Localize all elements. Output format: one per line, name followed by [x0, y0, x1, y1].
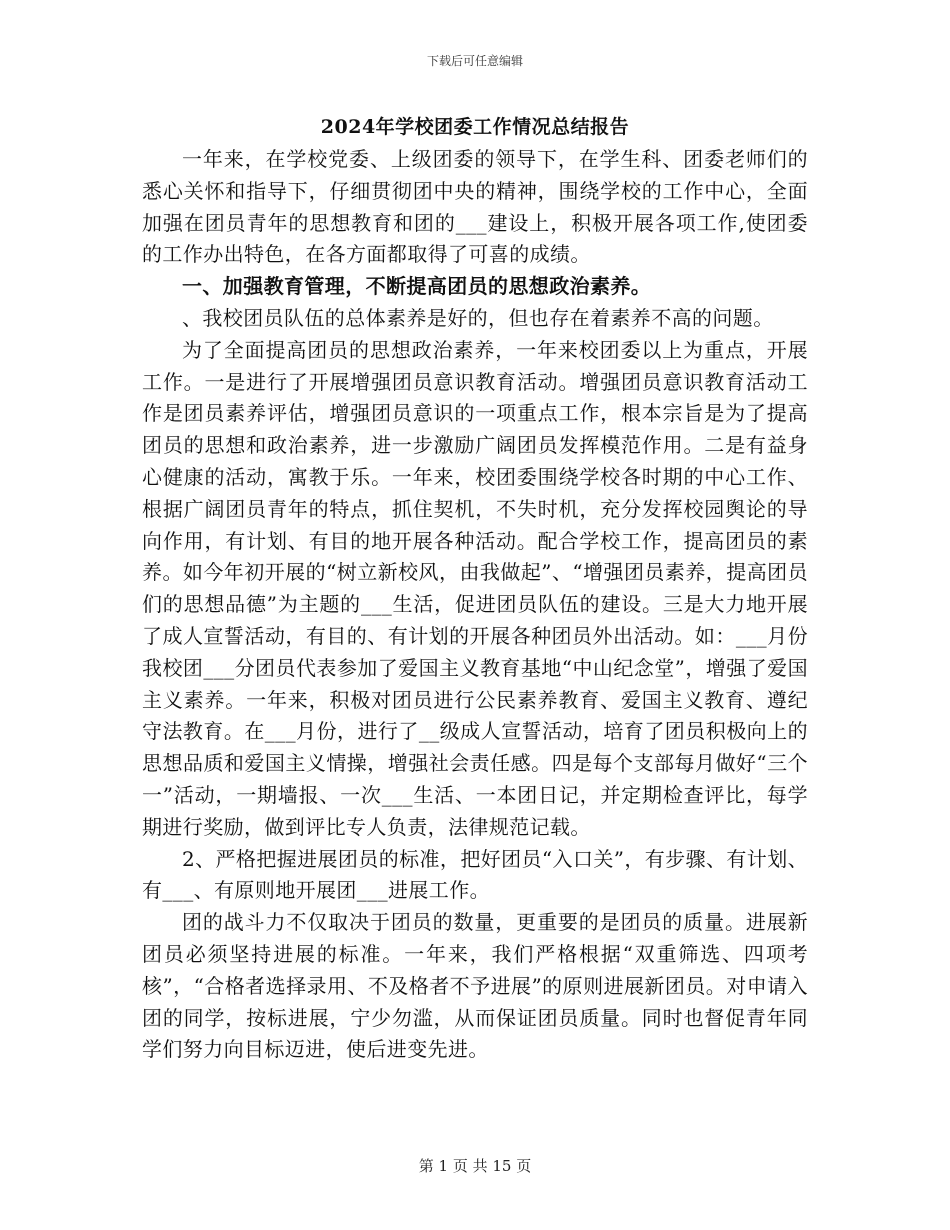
section-heading-1: 一、加强教育管理，不断提高团员的思想政治素养。 — [182, 274, 652, 299]
page-number: 第 1 页 共 15 页 — [418, 1157, 532, 1175]
document-title: 2024年学校团委工作情况总结报告 — [320, 116, 630, 138]
header-note: 下载后可任意编辑 — [426, 54, 523, 68]
paragraph-team-quality: 、我校团员队伍的总体素养是好的，但也存在着素养不高的问题。 — [182, 305, 774, 330]
paragraph-recruit-standard: 2、严格把握进展团员的标准，把好团员“入口关”，有步骤、有计划、有___、有原则地开展团___进展工作。 — [142, 846, 808, 903]
document-body — [142, 110, 808, 1066]
paragraph-intro: 一年来，在学校党委、上级团委的领导下，在学生科、团委老师们的悉心关怀和指导下，仔细贯彻团中央的精神，围绕学校的工作中心，全面加强在团员青年的思想教育和团的___建设上，积极开展各项工作,使团委的工作办出特色，在各方面都取得了可喜的成绩。 — [142, 147, 808, 267]
paragraph-member-quality: 团的战斗力不仅取决于团员的数量，更重要的是团员的质量。进展新团员必须坚持进展的标准。一年来，我们严格根据“双重筛选、四项考核”，“合格者选择录用、不及格者不予进展”的原则进展新团员。对申请入团的同学，按标进展，宁少勿滥，从而保证团员质量。同时也督促青年同学们努力向目标迈进，使后进变先进。 — [142, 910, 808, 1062]
paragraph-activities: 为了全面提高团员的思想政治素养，一年来校团委以上为重点，开展工作。一是进行了开展增强团员意识教育活动。增强团员意识教育活动工作是团员素养评估，增强团员意识的一项重点工作，根本宗旨是为了提高团员的思想和政治素养，进一步激励广阔团员发挥模范作用。二是有益身心健康的活动，寓教于乐。一年来，校团委围绕学校各时期的中心工作、根据广阔团员青年的特点，抓住契机，不失时机，充分发挥校园舆论的导向作用，有计划、有目的地开展各种活动。配合学校工作，提高团员的素养。如今年初开展的“树立新校风，由我做起”、“增强团员素养，提高团员们的思想品德”为主题的___生活，促进团员队伍的建设。三是大力地开展了成人宣誓活动，有目的、有计划的开展各种团员外出活动。如：___月份我校团___分团员代表参加了爱国主义教育基地“中山纪念堂”，增强了爱国主义素养。一年来，积极对团员进行公民素养教育、爱国主义教育、遵纪守法教育。在___月份，进行了__级成人宣誓活动，培育了团员积极向上的思想品质和爱国主义情操，增强社会责任感。四是每个支部每月做好“三个一”活动，一期墙报、一次___生活、一本团日记，并定期检查评比，每学期进行奖励，做到评比专人负责，法律规范记载。 — [142, 337, 808, 839]
